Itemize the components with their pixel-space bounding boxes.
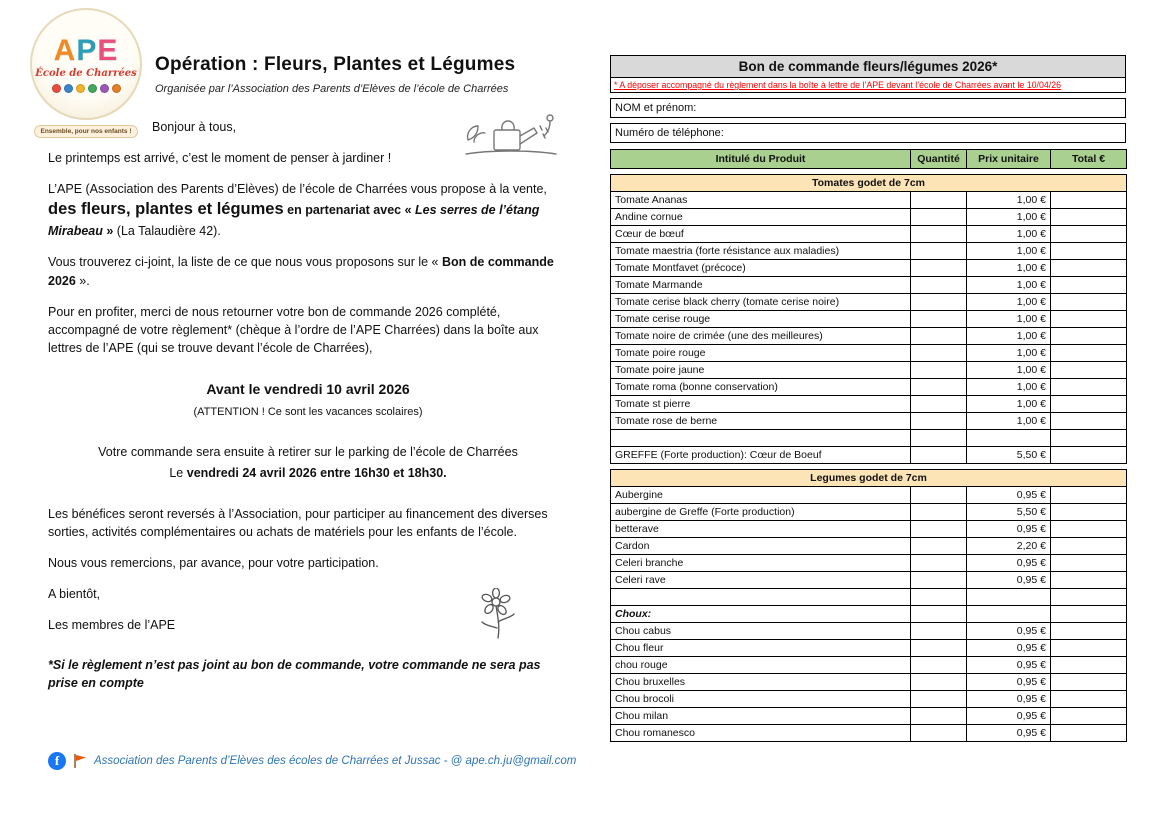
text-segment: Les bénéfices seront reversés à l’Association, pour participer au financement des diverses sorties, activités complémentaires ou achats de matériels pour les enfants de l’école. <box>48 506 548 539</box>
child-figure <box>52 84 61 93</box>
unit-price-cell: 0,95 € <box>967 555 1051 572</box>
letter-paragraph <box>48 505 568 541</box>
product-name-cell: Andine cornue <box>611 209 911 226</box>
quantity-cell <box>911 504 967 521</box>
text-segment: *Si le règlement n’est pas joint au bon de commande, votre commande ne sera pas prise en compte <box>48 658 541 691</box>
product-name-cell: chou rouge <box>611 657 911 674</box>
text-segment: Bon de commande 2026 <box>48 255 554 288</box>
unit-price-cell: 0,95 € <box>967 657 1051 674</box>
letter-paragraph <box>48 118 568 136</box>
product-row <box>611 311 1127 328</box>
total-cell <box>1051 345 1127 362</box>
text-segment: Le <box>169 466 187 481</box>
total-cell <box>1051 640 1127 657</box>
product-name-cell: Tomate Marmande <box>611 277 911 294</box>
unit-price-cell: 0,95 € <box>967 725 1051 742</box>
product-row <box>611 623 1127 640</box>
child-figure <box>112 84 121 93</box>
letter-paragraph <box>48 253 568 289</box>
order-form <box>610 55 1126 742</box>
product-name-cell: Tomate poire jaune <box>611 362 911 379</box>
total-cell <box>1051 606 1127 623</box>
text-segment: Pour en profiter, merci de nous retourner votre bon de commande 2026 complété, accompagné de votre règlement* (chèque à l’ordre de l’APE Charrées) dans la boîte aux lettres de l’APE (qui se trouve devant l’école de Charrées), <box>48 304 539 355</box>
product-row <box>611 691 1127 708</box>
product-row <box>611 345 1127 362</box>
unit-price-cell: 0,95 € <box>967 708 1051 725</box>
total-cell <box>1051 657 1127 674</box>
child-figure <box>100 84 109 93</box>
letter-paragraph <box>48 616 568 634</box>
product-row <box>611 209 1127 226</box>
total-cell <box>1051 260 1127 277</box>
text-segment: Nous vous remercions, par avance, pour votre participation. <box>48 555 379 570</box>
letter-paragraph <box>48 149 568 167</box>
total-cell <box>1051 521 1127 538</box>
text-segment: Les serres de l’étang Mirabeau <box>48 203 540 239</box>
section-header-row <box>611 175 1127 192</box>
column-header: Prix unitaire <box>967 150 1051 169</box>
unit-price-cell: 1,00 € <box>967 243 1051 260</box>
text-segment: Vous trouverez ci-joint, la liste de ce que nous vous proposons sur le « <box>48 255 442 270</box>
logo-letter: E <box>97 33 119 67</box>
text-segment: (La Talaudière 42). <box>113 224 221 239</box>
total-cell <box>1051 589 1127 606</box>
unit-price-cell: 1,00 € <box>967 413 1051 430</box>
unit-price-cell: 5,50 € <box>967 447 1051 464</box>
logo-letter: P <box>76 33 98 67</box>
logo-acronym <box>53 33 119 67</box>
text-segment: des fleurs, plantes et légumes <box>48 200 284 219</box>
quantity-cell <box>911 345 967 362</box>
product-name-cell: Cœur de bœuf <box>611 226 911 243</box>
quantity-cell <box>911 413 967 430</box>
name-field <box>610 98 1126 118</box>
product-name-cell: Choux: <box>611 606 911 623</box>
product-name-cell: Chou fleur <box>611 640 911 657</box>
child-figure <box>88 84 97 93</box>
product-name-cell: Tomate noire de crimée (une des meilleures) <box>611 328 911 345</box>
logo-school-name: École de Charrées <box>35 67 137 79</box>
quantity-cell <box>911 555 967 572</box>
text-segment: L’APE (Association des Parents d’Elèves) de l’école de Charrées vous propose à la vente, <box>48 182 547 197</box>
letter-paragraph <box>48 379 568 399</box>
product-row <box>611 521 1127 538</box>
product-name-cell: Chou brocoli <box>611 691 911 708</box>
unit-price-cell: 0,95 € <box>967 674 1051 691</box>
quantity-cell <box>911 328 967 345</box>
quantity-cell <box>911 725 967 742</box>
unit-price-cell: 1,00 € <box>967 362 1051 379</box>
quantity-cell <box>911 691 967 708</box>
unit-price-cell <box>967 589 1051 606</box>
product-name-cell: Cardon <box>611 538 911 555</box>
product-name-cell: Chou milan <box>611 708 911 725</box>
total-cell <box>1051 447 1127 464</box>
quantity-cell <box>911 277 967 294</box>
order-form-title: Bon de commande fleurs/légumes 2026* <box>610 55 1126 78</box>
quantity-cell <box>911 572 967 589</box>
product-row <box>611 674 1127 691</box>
product-row <box>611 277 1127 294</box>
order-table <box>610 149 1126 742</box>
footer-text: Association des Parents d’Elèves des écoles de Charrées et Jussac - @ ape.ch.ju@gmail.com <box>94 755 577 767</box>
child-figure <box>76 84 85 93</box>
product-row <box>611 640 1127 657</box>
unit-price-cell: 1,00 € <box>967 209 1051 226</box>
column-header: Quantité <box>911 150 967 169</box>
quantity-cell <box>911 294 967 311</box>
child-figure <box>64 84 73 93</box>
unit-price-cell: 0,95 € <box>967 521 1051 538</box>
section-title: Legumes godet de 7cm <box>611 470 1127 487</box>
quantity-cell <box>911 209 967 226</box>
order-table-header-row <box>611 150 1127 169</box>
quantity-cell <box>911 226 967 243</box>
unit-price-cell: 1,00 € <box>967 260 1051 277</box>
column-header: Total € <box>1051 150 1127 169</box>
product-name-cell: Chou cabus <box>611 623 911 640</box>
product-name-cell: Tomate maestria (forte résistance aux maladies) <box>611 243 911 260</box>
total-cell <box>1051 413 1127 430</box>
order-table-header-table <box>610 149 1127 169</box>
letter-paragraph <box>48 303 568 357</box>
product-row <box>611 447 1127 464</box>
unit-price-cell: 1,00 € <box>967 226 1051 243</box>
logo-circle <box>30 8 142 120</box>
text-segment: Avant le vendredi 10 avril 2026 <box>206 381 410 398</box>
unit-price-cell: 1,00 € <box>967 379 1051 396</box>
order-section <box>610 174 1127 464</box>
text-segment: Votre commande sera ensuite à retirer sur le parking de l’école de Charrées <box>98 445 518 460</box>
unit-price-cell: 0,95 € <box>967 572 1051 589</box>
quantity-cell <box>911 379 967 396</box>
quantity-cell <box>911 311 967 328</box>
quantity-cell <box>911 362 967 379</box>
letter-paragraph <box>48 585 568 603</box>
product-name-cell: Tomate poire rouge <box>611 345 911 362</box>
unit-price-cell: 0,95 € <box>967 623 1051 640</box>
product-name-cell: Tomate st pierre <box>611 396 911 413</box>
letter-paragraph <box>48 402 568 421</box>
product-row <box>611 606 1127 623</box>
blank-row <box>611 589 1127 606</box>
section-header-row <box>611 470 1127 487</box>
total-cell <box>1051 572 1127 589</box>
total-cell <box>1051 725 1127 742</box>
product-row <box>611 396 1127 413</box>
quantity-cell <box>911 674 967 691</box>
total-cell <box>1051 311 1127 328</box>
total-cell <box>1051 691 1127 708</box>
total-cell <box>1051 226 1127 243</box>
text-segment: A bientôt, <box>48 586 101 601</box>
section-title: Tomates godet de 7cm <box>611 175 1127 192</box>
product-row <box>611 328 1127 345</box>
unit-price-cell <box>967 430 1051 447</box>
total-cell <box>1051 192 1127 209</box>
quantity-cell <box>911 430 967 447</box>
product-name-cell: aubergine de Greffe (Forte production) <box>611 504 911 521</box>
quantity-cell <box>911 640 967 657</box>
phone-field-label: Numéro de téléphone: <box>615 127 724 139</box>
unit-price-cell <box>967 606 1051 623</box>
letter-paragraph <box>48 656 568 692</box>
logo-children <box>52 84 121 93</box>
letter-paragraph <box>48 554 568 572</box>
letter-paragraph <box>48 180 568 240</box>
product-name-cell: Tomate cerise black cherry (tomate cerise noire) <box>611 294 911 311</box>
quantity-cell <box>911 589 967 606</box>
product-name-cell: GREFFE (Forte production): Cœur de Boeuf <box>611 447 911 464</box>
product-row <box>611 555 1127 572</box>
product-name-cell: Celeri rave <box>611 572 911 589</box>
product-row <box>611 708 1127 725</box>
order-section <box>610 469 1127 742</box>
product-row <box>611 487 1127 504</box>
product-row <box>611 260 1127 277</box>
total-cell <box>1051 430 1127 447</box>
page-title: Opération : Fleurs, Plantes et Légumes <box>155 54 516 75</box>
product-row <box>611 379 1127 396</box>
total-cell <box>1051 708 1127 725</box>
quantity-cell <box>911 260 967 277</box>
product-row <box>611 538 1127 555</box>
total-cell <box>1051 362 1127 379</box>
unit-price-cell: 0,95 € <box>967 640 1051 657</box>
total-cell <box>1051 487 1127 504</box>
unit-price-cell: 1,00 € <box>967 311 1051 328</box>
letter-paragraph <box>48 443 568 461</box>
product-name-cell: Chou romanesco <box>611 725 911 742</box>
text-segment: Les membres de l’APE <box>48 618 176 633</box>
product-name-cell <box>611 589 911 606</box>
quantity-cell <box>911 447 967 464</box>
unit-price-cell: 1,00 € <box>967 396 1051 413</box>
text-segment: (ATTENTION ! Ce sont les vacances scolaires) <box>193 406 423 419</box>
total-cell <box>1051 243 1127 260</box>
text-segment: Le printemps est arrivé, c’est le moment de penser à jardiner ! <box>48 151 392 166</box>
order-form-note: * A déposer accompagné du règlement dans la boîte à lettre de l’APE devant l’école de Charrées avant le 10/04/26 <box>610 78 1126 93</box>
unit-price-cell: 1,00 € <box>967 345 1051 362</box>
product-name-cell: Chou bruxelles <box>611 674 911 691</box>
product-name-cell: Tomate cerise rouge <box>611 311 911 328</box>
total-cell <box>1051 294 1127 311</box>
name-field-label: NOM et prénom: <box>615 102 697 114</box>
product-row <box>611 192 1127 209</box>
flag-icon <box>73 753 87 769</box>
product-row <box>611 725 1127 742</box>
text-segment: » <box>102 224 114 239</box>
total-cell <box>1051 555 1127 572</box>
quantity-cell <box>911 657 967 674</box>
product-row <box>611 504 1127 521</box>
blank-row <box>611 430 1127 447</box>
product-name-cell: Tomate Montfavet (précoce) <box>611 260 911 277</box>
page-subtitle: Organisée par l’Association des Parents d’Elèves de l’école de Charrées <box>155 83 509 95</box>
quantity-cell <box>911 538 967 555</box>
letter-paragraph <box>48 464 568 482</box>
column-header: Intitulé du Produit <box>611 150 911 169</box>
quantity-cell <box>911 623 967 640</box>
text-segment: Bonjour à tous, <box>152 120 237 134</box>
product-name-cell: Tomate roma (bonne conservation) <box>611 379 911 396</box>
quantity-cell <box>911 606 967 623</box>
quantity-cell <box>911 708 967 725</box>
unit-price-cell: 1,00 € <box>967 277 1051 294</box>
product-row <box>611 413 1127 430</box>
product-row <box>611 572 1127 589</box>
unit-price-cell: 0,95 € <box>967 487 1051 504</box>
product-name-cell: Celeri branche <box>611 555 911 572</box>
text-segment: vendredi 24 avril 2026 entre 16h30 et 18h30. <box>186 466 447 481</box>
total-cell <box>1051 538 1127 555</box>
product-name-cell: betterave <box>611 521 911 538</box>
facebook-icon: f <box>48 752 66 770</box>
product-row <box>611 243 1127 260</box>
quantity-cell <box>911 243 967 260</box>
unit-price-cell: 1,00 € <box>967 294 1051 311</box>
unit-price-cell: 1,00 € <box>967 328 1051 345</box>
total-cell <box>1051 209 1127 226</box>
quantity-cell <box>911 521 967 538</box>
product-row <box>611 226 1127 243</box>
total-cell <box>1051 623 1127 640</box>
total-cell <box>1051 379 1127 396</box>
order-table-header <box>610 149 1126 169</box>
total-cell <box>1051 277 1127 294</box>
unit-price-cell: 1,00 € <box>967 192 1051 209</box>
quantity-cell <box>911 192 967 209</box>
order-table-sections <box>610 174 1126 742</box>
text-segment: en partenariat avec « <box>283 203 415 218</box>
total-cell <box>1051 504 1127 521</box>
unit-price-cell: 2,20 € <box>967 538 1051 555</box>
phone-field <box>610 123 1126 143</box>
product-name-cell: Tomate rose de berne <box>611 413 911 430</box>
total-cell <box>1051 674 1127 691</box>
total-cell <box>1051 396 1127 413</box>
product-row <box>611 362 1127 379</box>
unit-price-cell: 0,95 € <box>967 691 1051 708</box>
quantity-cell <box>911 487 967 504</box>
product-name-cell: Aubergine <box>611 487 911 504</box>
unit-price-cell: 5,50 € <box>967 504 1051 521</box>
total-cell <box>1051 328 1127 345</box>
quantity-cell <box>911 396 967 413</box>
product-row <box>611 294 1127 311</box>
letter-body <box>48 118 568 692</box>
product-row <box>611 657 1127 674</box>
text-segment: ». <box>75 273 90 288</box>
product-name-cell: Tomate Ananas <box>611 192 911 209</box>
logo-letter: A <box>53 33 77 67</box>
logo-motto: Ensemble, pour nos enfants ! <box>34 125 137 138</box>
product-name-cell <box>611 430 911 447</box>
letter-header <box>155 54 585 95</box>
page-footer <box>48 752 576 770</box>
